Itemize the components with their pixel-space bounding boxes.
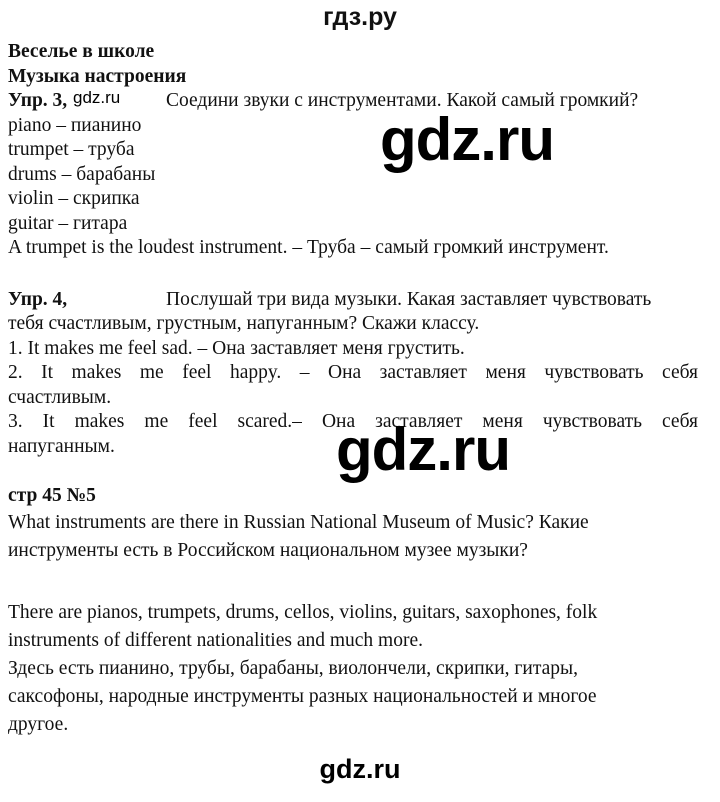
- exercise5-question-line1: What instruments are there in Russian National Museum of Music? Какие: [8, 512, 589, 533]
- exercise4-answer-3-cont: напуганным.: [8, 435, 115, 457]
- exercise4-answer-3: 3. It makes me feel scared.– Она заставляет меня чувствовать себя: [8, 411, 698, 432]
- exercise5-answer-en-line1: There are pianos, trumpets, drums, cellos, violins, guitars, saxophones, folk: [8, 602, 598, 623]
- pair-trumpet: trumpet – труба: [8, 139, 135, 160]
- exercise3-task: Соедини звуки с инструментами. Какой самый громкий?: [166, 90, 639, 111]
- watermark-footer: gdz.ru: [319, 754, 401, 784]
- watermark-big-1: gdz.ru: [380, 106, 554, 173]
- watermark-small: gdz.ru: [73, 88, 121, 107]
- exercise4-header: [8, 288, 698, 313]
- section-title: Веселье в школе: [8, 41, 155, 62]
- exercise4-answer-1: 1. It makes me feel sad. – Она заставляет меня грустить.: [8, 337, 465, 359]
- exercise5-answer-ru-line1: Здесь есть пианино, трубы, барабаны, виолончели, скрипки, гитары,: [8, 658, 578, 679]
- exercise4-task-line1: Послушай три вида музыки. Какая заставляет чувствовать: [166, 288, 652, 310]
- watermark-big-2: gdz.ru: [336, 416, 510, 483]
- exercise5-answer-ru-line2: саксофоны, народные инструменты разных национальностей и многое: [8, 686, 597, 707]
- pair-guitar: guitar – гитара: [8, 212, 128, 234]
- pair-piano: piano – пианино: [8, 114, 142, 136]
- document-content: [8, 40, 698, 739]
- exercise3-label: Упр. 3,: [8, 90, 68, 111]
- site-header-title: гдз.ру: [323, 3, 397, 31]
- exercise3-answer: A trumpet is the loudest instrument. – Труба – самый громкий инструмент.: [8, 237, 609, 258]
- exercise4-label: Упр. 4,: [8, 288, 68, 310]
- exercise4-answer-2-cont: счастливым.: [8, 386, 112, 408]
- exercise5-question-line2: инструменты есть в Российском национальном музее музыки?: [8, 540, 528, 561]
- pair-violin: violin – скрипка: [8, 188, 140, 209]
- exercise4-answer-2: 2. It makes me feel happy. – Она заставляет меня чувствовать себя: [8, 362, 698, 383]
- exercise5-answer-ru-line3: другое.: [8, 714, 69, 735]
- section-subtitle: Музыка настроения: [8, 65, 187, 87]
- exercise5-answer-en-line2: instruments of different nationalities and much more.: [8, 630, 423, 651]
- pair-drums: drums – барабаны: [8, 163, 156, 185]
- exercise4-task-line2: тебя счастливым, грустным, напуганным? Скажи классу.: [8, 313, 480, 334]
- exercise5-label: стр 45 №5: [8, 485, 96, 506]
